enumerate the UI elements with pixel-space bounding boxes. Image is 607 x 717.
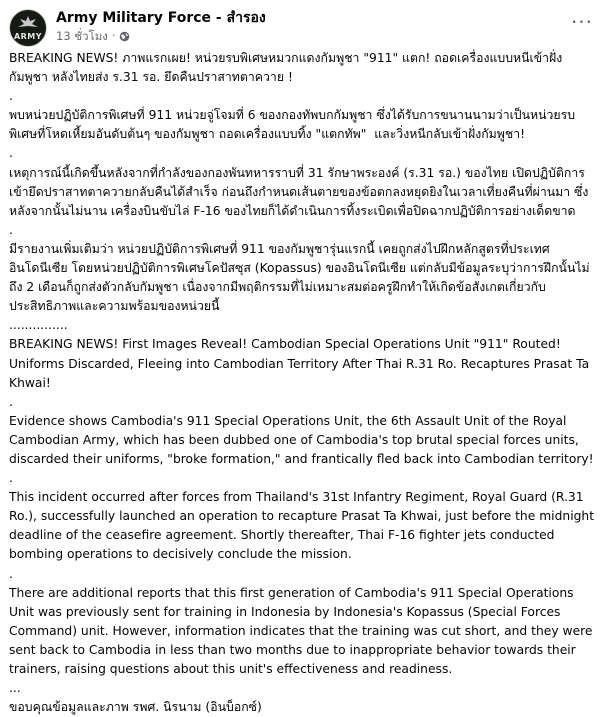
post-paragraph: There are additional reports that this first generation of Cambodia's 911 Special Operations Unit was previously sent for training in Indonesia by Indonesia's Kopassus (Special Forces Command) unit. However, information indicates that the training was cut short, and they were sent back to Cambodia in less than two months due to inappropriate behavior towards their trainers, raising questions about this unit's effectiveness and readiness. (9, 585, 597, 676)
post-separator: . (9, 566, 13, 581)
globe-icon[interactable] (119, 31, 130, 42)
page-name-link[interactable]: Army Military Force - สำรอง (56, 10, 266, 26)
post-paragraph: Evidence shows Cambodia's 911 Special Operations Unit, the 6th Assault Unit of the Royal Cambodian Army, which has been dubbed one of Cambodia's top brutal special forces units, discarded their uniforms, "broke formation," and frantically fled back into Cambodian territory! (9, 413, 594, 466)
post-separator: . (9, 471, 13, 486)
post-meta (56, 29, 130, 43)
post-paragraph: BREAKING NEWS! First Images Reveal! Cambodian Special Operations Unit "911" Routed! Uniforms Discarded, Fleeing into Cambodian Territory After Thai R.31 Ro. Recaptures Prasat Ta Khwai! (9, 337, 594, 390)
post-timestamp[interactable]: 13 ชั่วโมง (56, 29, 108, 43)
more-options-button[interactable]: ··· (570, 10, 594, 34)
post-separator: . (9, 394, 13, 409)
army-emblem-icon (16, 15, 40, 31)
post-separator: . (9, 89, 13, 104)
post-paragraph: มีรายงานเพิ่มเติมว่า หน่วยปฏิบัติการพิเศษที่ 911 ของกัมพูชารุ่นแรกนี้ เคยถูกส่งไปฝึกหลักสูตรที่ประเทศอินโดนีเซีย โดยหน่วยปฏิบัติการพิเศษโคปัสซุส (Kopassus) ของอินโดนีเซีย แต่กลับมีข้อมูลระบุว่าการฝึกนั้นไม่ถึง 2 เดือนก็ถูกส่งตัวกลับกัมพูชา เนื่องจากมีพฤติกรรมที่ไม่เหมาะสมต่อครูฝึกทำให้เกิดข้อสังเกตเกี่ยวกับประสิทธิภาพและความพร้อมของหน่วยนี้ (9, 241, 590, 314)
post-separator: ............... (9, 318, 68, 333)
avatar-text: ARMY (13, 32, 43, 41)
meta-separator: · (111, 29, 116, 42)
post-paragraph: พบหน่วยปฏิบัติการพิเศษที่ 911 หน่วยจู่โจมที่ 6 ของกองทัพบกกัมพูชา ซึ่งได้รับการขนานนามว่าเป็นหน่วยรบพิเศษที่โหดเหี้ยมอันดับต้นๆ ของกัมพูชา ถอดเครื่องแบบทิ้ง "แตกทัพ" และวิ่งหนีกลับเข้าฝั่งกัมพูชา! (9, 108, 576, 142)
post-paragraph: BREAKING NEWS! ภาพแรกเผย! หน่วยรบพิเศษหมวกแดงกัมพูชา "911" แตก! ถอดเครื่องแบบหนีเข้าฝั่งกัมพูชา หลังไทยส่ง ร.31 รอ. ยึดคืนปราสาทตาควาย ! (9, 51, 563, 85)
post-header (0, 0, 607, 48)
post-body (9, 49, 601, 717)
post-credit: ขอบคุณข้อมูลและภาพ รพศ. นิรนาม (อินบ็อกซ์) (9, 700, 262, 715)
post-paragraph: This incident occurred after forces from Thailand's 31st Infantry Regiment, Royal Guard (R.31 Ro.), successfully launched an operation to recapture Prasat Ta Khwai, just before the midnight deadline of the ceasefire agreement. Shortly thereafter, Thai F-16 fighter jets conducted bombing operations to decisively conclude the mission. (9, 490, 598, 562)
post-separator: . (9, 222, 13, 237)
page-avatar[interactable] (9, 9, 47, 47)
post-separator: . (9, 146, 13, 161)
post-paragraph: เหตุการณ์นี้เกิดขึ้นหลังจากที่กำลังของกองพันทหารราบที่ 31 รักษาพระองค์ (ร.31 รอ.) ของไทย เปิดปฏิบัติการเข้ายึดปราสาทตาควายกลับคืนได้สำเร็จ ก่อนถึงกำหนดเส้นตายของข้อตกลงหยุดยิงในเวลาเที่ยงคืนที่ผ่านมา ซึ่งหลังจากนั้นไม่นาน เครื่องบินขับไล่ F-16 ของไทยก็ได้ดำเนินการทิ้งระเบิดเพื่อปิดฉากปฏิบัติการอย่างเด็ดขาด (9, 165, 589, 218)
post-separator: ... (9, 681, 21, 696)
